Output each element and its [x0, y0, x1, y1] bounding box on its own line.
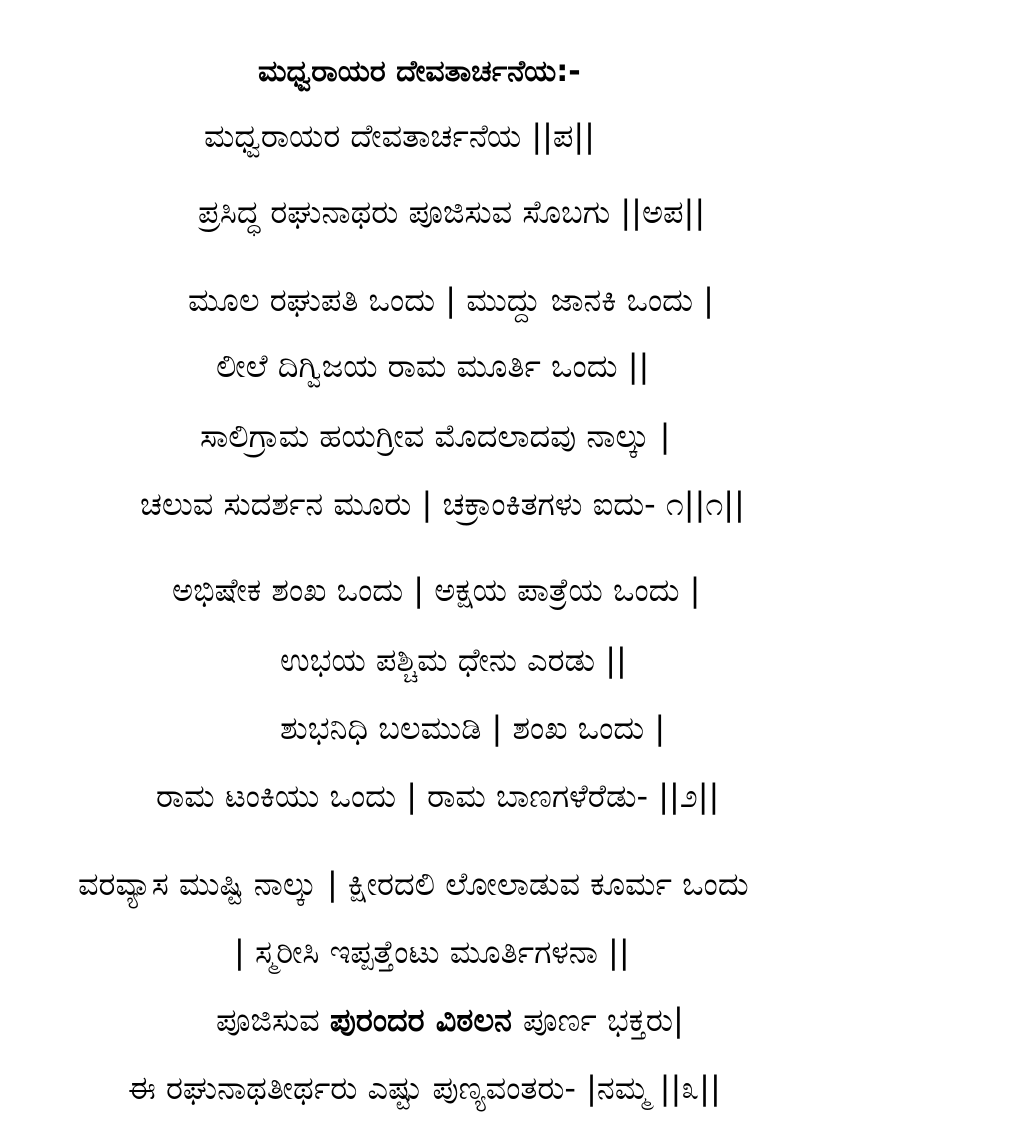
stanza3-line4: ಈ ರಘುನಾಥತೀರ್ಥರು ಎಷ್ಟು ಪುಣ್ಯವಂತರು- |ನಮ್ಮ ||೩||: [128, 1069, 721, 1107]
stanza2-line2: ಉಭಯ ಪಶ್ಚಿಮ ಧೇನು ಎರಡು ||: [280, 641, 627, 679]
song-title: ಮಧ್ವರಾಯರ ದೇವತಾರ್ಚನೆಯ:-: [258, 54, 581, 89]
stanza3-line1: ವರವ್ಯಾಸ ಮುಷ್ಟಿ ನಾಲ್ಕು | ಕ್ಷೀರದಲಿ ಲೋಲಾಡುವ ಕೂರ್ಮ ಒಂದು: [78, 865, 749, 903]
stanza3-line3-part1: ಪೂಜಿಸುವ: [216, 1001, 330, 1039]
stanza3-line3-part2: ಪುರಂದರ: [329, 1001, 436, 1039]
stanza1-line4: ಚಲುವ ಸುದರ್ಶನ ಮೂರು | ಚಕ್ರಾಂಕಿತಗಳು ಐದು- ೧||೧||: [140, 485, 745, 523]
stanza2-line1: ಅಭಿಷೇಕ ಶಂಖ ಒಂದು | ಅಕ್ಷಯ ಪಾತ್ರೆಯ ಒಂದು |: [172, 571, 701, 609]
stanza3-line3-part3: ವಿಠಲನ: [435, 1001, 524, 1039]
refrain-line: ಮಧ್ವರಾಯರ ದೇವತಾರ್ಚನೆಯ ||ಪ||: [204, 117, 595, 155]
stanza1-line1: ಮೂಲ ರಘುಪತಿ ಒಂದು | ಮುದ್ದು ಜಾನಕಿ ಒಂದು |: [188, 281, 714, 319]
stanza1-line2: ಲೀಲೆ ದಿಗ್ವಿಜಯ ರಾಮ ಮೂರ್ತಿ ಒಂದು ||: [216, 347, 650, 385]
stanza2-line4: ರಾಮ ಟಂಕಿಯು ಒಂದು | ರಾಮ ಬಾಣಗಳೆರೆಡು- ||೨||: [156, 777, 720, 815]
stanza3-line3: [216, 998, 684, 1042]
anupallavi-line: ಪ್ರಸಿದ್ಧ ರಘುನಾಥರು ಪೂಜಿಸುವ ಸೊಬಗು ||ಅಪ||: [198, 193, 706, 231]
stanza2-line3: ಶುಭನಿಧಿ ಬಲಮುಡಿ | ಶಂಖ ಒಂದು |: [280, 709, 666, 747]
stanza1-line3: ಸಾಲಿಗ್ರಾಮ ಹಯಗ್ರೀವ ಮೊದಲಾದವು ನಾಲ್ಕು |: [200, 417, 671, 455]
stanza3-line2: | ಸ್ಮರೀಸಿ ಇಪ್ಪತ್ತೆಂಟು ಮೂರ್ತಿಗಳನಾ ||: [234, 933, 630, 971]
stanza3-line3-part4: ಪೂರ್ಣ ಭಕ್ತರು|: [523, 1001, 684, 1039]
